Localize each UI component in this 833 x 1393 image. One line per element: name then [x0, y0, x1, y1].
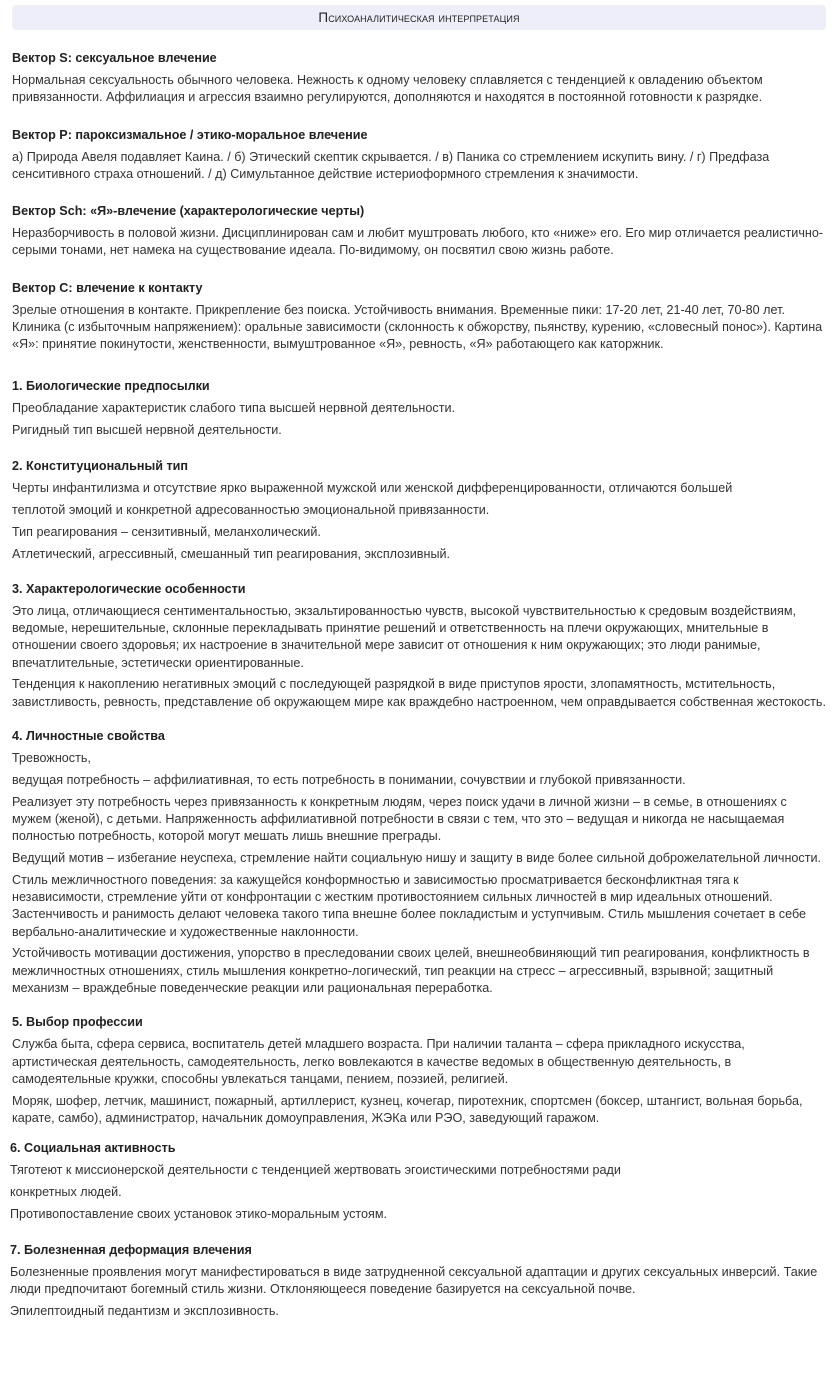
section-constitutional: [12, 458, 826, 564]
paragraph: Моряк, шофер, летчик, машинист, пожарный, артиллерист, кузнец, кочегар, пиротехник, спортсмен (боксер, штангист, вольная борьба, карате, самбо), администратор, начальник домоуправления, ЖЭКа или РЭО, заведующий гаражом.: [12, 1093, 803, 1125]
vector-sch-text: Неразборчивость в половой жизни. Дисциплинирован сам и любит муштровать любого, кто «ниже» его. Его мир отличается реалистично-серыми тонами, нет намека на существование идеала. По-видимому, он посвятил свою жизнь работе.: [12, 226, 824, 258]
paragraph: Эпилептоидный педантизм и эксплозивность.: [10, 1303, 279, 1318]
section-deformation-heading: 7. Болезненная деформация влечения: [10, 1242, 252, 1257]
vector-s-text: Нормальная сексуальность обычного человека. Нежность к одному человеку сплавляется с тенденцией к овладению объектом привязанности. Аффилиация и агрессия взаимно регулируются, дополняются и находятся в постоянной готовности к разрядке.: [12, 73, 763, 105]
paragraph: Тревожность,: [12, 750, 91, 765]
section-biological-heading: 1. Биологические предпосылки: [12, 378, 210, 393]
section-deformation: [10, 1242, 826, 1320]
section-profession: [12, 1014, 826, 1127]
vector-s-heading: Вектор S: сексуальное влечение: [12, 51, 217, 65]
section-social-heading: 6. Социальная активность: [10, 1141, 176, 1156]
section-title-bar: [12, 5, 826, 30]
vector-c-section: [12, 280, 826, 354]
vector-sch-heading: Вектор Sch: «Я»-влечение (характерологические черты): [12, 204, 365, 219]
paragraph: Тенденция к накоплению негативных эмоций с последующей разрядкой в виде приступов ярости, злопамятность, мстительность, завистливость, ревность, представление об окружающем мире как враждебно настроенном, чем оправдывается собственная жестокость.: [12, 677, 826, 709]
paragraph: Устойчивость мотивации достижения, упорство в преследовании своих целей, внешнеобвиняющий тип реагирования, конфликтность в межличностных отношениях, стиль мышления конкретно-логический, тип реакции на стресс – агрессивный, взрывной; защитный механизм – враждебные поведенческие реакции или рациональная переработка.: [12, 946, 810, 995]
section-personality: [12, 728, 826, 997]
paragraph: Ригидный тип высшей нервной деятельности.: [12, 422, 282, 437]
section-constitutional-heading: 2. Конституциональный тип: [12, 459, 189, 474]
section-personality-heading: 4. Личностные свойства: [12, 728, 165, 743]
paragraph: Болезненные проявления могут манифестироваться в виде затрудненной сексуальной адаптации и других сексуальных инверсий. Такие люди предпочитают богемный стиль жизни. Отклоняющееся поведение базируется на сексуальной почве.: [10, 1264, 818, 1297]
paragraph: Ведущий мотив – избегание неуспеха, стремление найти социальную нишу и защиту в виде более сильной доброжелательной личности.: [12, 850, 822, 865]
section-social: [10, 1140, 826, 1223]
paragraph: Черты инфантилизма и отсутствие ярко выраженной мужской или женской дифференцированности, отличаются большей: [12, 481, 733, 496]
paragraph: Атлетический, агрессивный, смешанный тип реагирования, эксплозивный.: [12, 547, 451, 562]
section-biological: [12, 378, 826, 439]
paragraph: Противопоставление своих установок этико-моральным устоям.: [10, 1207, 388, 1222]
paragraph: Реализует эту потребность через привязанность к конкретным людям, через поиск удачи в личной жизни – в семье, в отношениях с мужем (женой), с детьми. Напряженность аффилиативной потребности в связи с тем, что это – ведущая и никогда не насыщаемая полностью потребность, которой могут мешать лишь внешние преграды.: [12, 794, 787, 844]
paragraph: конкретных людей.: [10, 1185, 122, 1200]
paragraph: Тип реагирования – сензитивный, меланхолический.: [12, 525, 321, 540]
vector-sch-section: [12, 203, 826, 260]
section-profession-heading: 5. Выбор профессии: [12, 1015, 143, 1030]
vector-p-heading: Вектор P: пароксизмальное / этико-моральное влечение: [12, 127, 368, 142]
vector-c-text: Зрелые отношения в контакте. Прикрепление без поиска. Устойчивость внимания. Временные пики: 17-20 лет, 21-40 лет, 70-80 лет. Клиника (с избыточным напряжением): оральные зависимости (склонность к обжорству, пьянству, курению, «словесный понос»). Картина «Я»: принятие покинутости, женственности, вымуштрованное «Я», ревность, «Я» работающего как каторжник.: [12, 302, 823, 352]
vector-c-heading: Вектор C: влечение к контакту: [12, 280, 203, 295]
paragraph: ведущая потребность – аффилиативная, то есть потребность в понимании, сочувствии и глубокой привязанности.: [12, 772, 686, 787]
paragraph: Тяготеют к миссионерской деятельности с тенденцией жертвовать эгоистическими потребностями ради: [10, 1163, 621, 1178]
vector-p-text: а) Природа Авеля подавляет Каина. / б) Этический скептик скрывается. / в) Паника со стремлением искупить вину. / г) Предфаза сенситивного страха отношений. / д) Симультанное действие истериоформного стремления к значимости.: [12, 149, 770, 181]
paragraph: теплотой эмоций и конкретной адресованностью эмоциональной привязанности.: [12, 503, 490, 518]
section-character: [12, 581, 826, 711]
paragraph: Это лица, отличающиеся сентиментальностью, экзальтированностью чувств, высокой чувствительностью к средовым воздействиям, ведомые, нерешительные, склонные перекладывать принятие решений и ответственность на плечи окружающих, мнительные в отношении своего здоровья; их настроение в значительной мере зависит от отношения к ним окружающих; это люди ранимые, впечатлительные, эстетически ориентированные.: [12, 603, 797, 670]
paragraph: Стиль межличностного поведения: за кажущейся конформностью и зависимостью просматривается бесконфликтная тяга к независимости, стремление уйти от конфронтации с жестким противостоянием сильных личностей в мир идеальных отношений. Застенчивость и ранимость делают человека такого типа внешне более покладистым и уступчивым. Стиль мышления сочетает в себе вербально-аналитические и художественные наклонности.: [12, 872, 807, 939]
section-character-heading: 3. Характерологические особенности: [12, 581, 246, 596]
vector-p-section: [12, 127, 826, 184]
page-title: Психоаналитическая интерпретация: [318, 9, 520, 25]
paragraph: Служба быта, сфера сервиса, воспитатель детей младшего возраста. При наличии таланта – сфера прикладного искусства, артистическая деятельность, самодеятельность, легко вовлекаются в качестве ведомых в общественную деятельность, в самодеятельные кружки, способны увлекаться танцами, пением, поэзией, религией.: [12, 1037, 745, 1086]
paragraph: Преобладание характеристик слабого типа высшей нервной деятельности.: [12, 400, 455, 415]
vector-s-section: [12, 50, 826, 107]
